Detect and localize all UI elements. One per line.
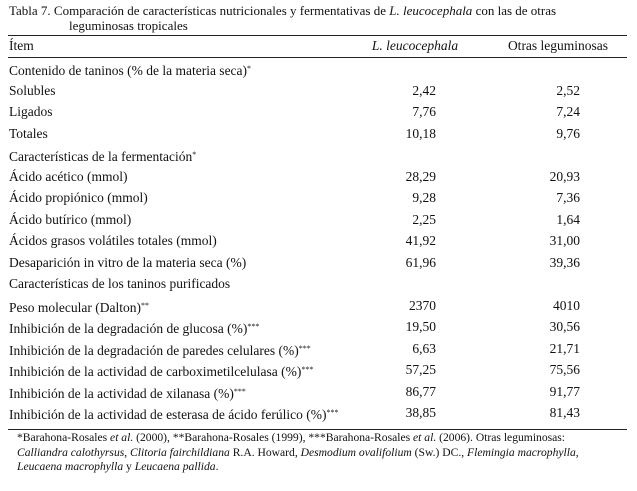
section-header-row [0, 144, 637, 166]
footnote-mark: * [192, 150, 197, 159]
value-otras: 91,77 [549, 383, 580, 399]
row-label: Inhibición de la actividad de esterasa de ácido ferúlico (%)*** [9, 407, 339, 422]
value-leucocephala: 2,42 [412, 82, 436, 98]
footnote-line-3: Leucaena macrophylla y Leucaena pallida. [17, 460, 219, 474]
value-otras: 39,36 [549, 254, 580, 270]
value-leucocephala: 2370 [409, 297, 436, 313]
value-leucocephala: 86,77 [405, 383, 436, 399]
caption-line-1: Tabla 7. Comparación de características nutricionales y fermentativas de L. leucocephala con las de otras [9, 3, 557, 18]
caption-line-2: leguminosas tropicales [69, 18, 188, 33]
footnote-mark: *** [326, 408, 339, 417]
value-otras: 75,56 [549, 362, 580, 377]
value-leucocephala: 41,92 [405, 233, 436, 248]
table-row [0, 252, 637, 274]
header-otras: Otras leguminosas [507, 38, 609, 53]
value-otras: 4010 [553, 297, 580, 313]
row-label: Peso molecular (Dalton)** [9, 299, 149, 315]
value-leucocephala: 28,29 [405, 168, 436, 184]
table-body [0, 58, 637, 424]
row-label: Ligados [9, 104, 53, 119]
value-leucocephala: 57,25 [405, 362, 436, 377]
table-row [0, 295, 637, 317]
row-label: Totales [9, 125, 48, 141]
table-row [0, 316, 637, 338]
value-otras: 7,24 [556, 104, 580, 119]
value-otras: 9,76 [556, 125, 580, 141]
row-label: Características de la fermentación* [9, 149, 197, 164]
value-leucocephala: 2,25 [412, 211, 436, 227]
table-row [0, 187, 637, 209]
value-otras: 31,00 [549, 233, 580, 248]
table-row [0, 402, 637, 424]
bottom-rule [8, 429, 627, 430]
value-leucocephala: 7,76 [412, 104, 436, 119]
top-rule [8, 35, 627, 36]
header-item: Ítem [9, 38, 34, 53]
section-header-row [0, 58, 637, 80]
row-label: Solubles [9, 82, 56, 98]
table-row [0, 230, 637, 252]
value-leucocephala: 38,85 [405, 405, 436, 420]
table-row [0, 209, 637, 231]
value-leucocephala: 19,50 [405, 319, 436, 334]
table-row [0, 101, 637, 123]
row-label: Ácido propiónico (mmol) [9, 190, 148, 205]
table-row [0, 338, 637, 360]
value-otras: 81,43 [549, 405, 580, 420]
table-row [0, 123, 637, 145]
footnote-mark: *** [298, 343, 311, 353]
footnote-mark: * [247, 64, 252, 73]
footnote-mark: *** [233, 386, 246, 396]
section-header-row [0, 273, 637, 295]
table-row [0, 381, 637, 403]
caption-species: L. leucocephala [389, 3, 473, 18]
footnote-mark: *** [247, 322, 260, 331]
value-otras: 1,64 [556, 211, 580, 227]
footnote-mark: ** [140, 300, 149, 310]
value-otras: 7,36 [556, 190, 580, 205]
footnote-line-1: *Barahona-Rosales et al. (2000), **Barahona-Rosales (1999), ***Barahona-Rosales et al. (2006). Otras leguminosas: [17, 431, 566, 444]
table-row [0, 80, 637, 102]
row-label: Inhibición de la actividad de xilanasa (%)*** [9, 385, 246, 401]
table-footnote [17, 431, 629, 475]
row-label: Inhibición de la actividad de carboximetilcelulasa (%)*** [9, 364, 314, 379]
table-caption [9, 3, 629, 33]
value-leucocephala: 10,18 [405, 125, 436, 141]
table-row [0, 359, 637, 381]
value-otras: 20,93 [549, 168, 580, 184]
row-label: Ácido acético (mmol) [9, 168, 128, 184]
table-header-row [0, 38, 637, 56]
value-otras: 21,71 [549, 340, 580, 356]
table-row [0, 166, 637, 188]
row-label: Características de los taninos purificados [9, 276, 231, 291]
footnote-mark: *** [301, 365, 314, 374]
footnote-line-2: Calliandra calothyrsus, Clitoria fairchildiana R.A. Howard, Desmodium ovalifolium (Sw.) DC., Flemingia macrophylla, [17, 445, 579, 459]
row-label: Ácidos grasos volátiles totales (mmol) [9, 233, 217, 248]
header-leucocephala: L. leucocephala [371, 38, 459, 53]
value-leucocephala: 61,96 [405, 254, 436, 270]
row-label: Inhibición de la degradación de paredes celulares (%)*** [9, 342, 311, 358]
row-label: Contenido de taninos (% de la materia seca)* [9, 63, 252, 78]
value-leucocephala: 9,28 [412, 190, 436, 205]
value-otras: 2,52 [556, 82, 580, 98]
value-otras: 30,56 [549, 319, 580, 334]
row-label: Desaparición in vitro de la materia seca (%) [9, 254, 247, 270]
row-label: Inhibición de la degradación de glucosa (%)*** [9, 321, 260, 336]
value-leucocephala: 6,63 [412, 340, 436, 356]
row-label: Ácido butírico (mmol) [9, 211, 132, 227]
